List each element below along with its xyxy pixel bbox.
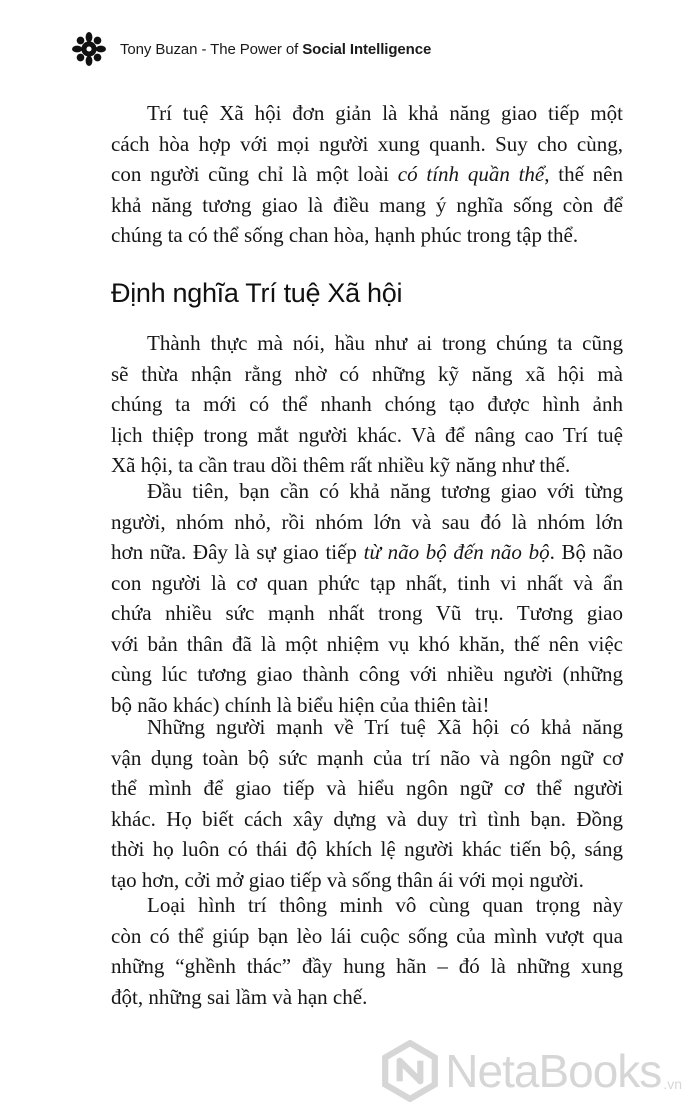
header-author-title: Tony Buzan - The Power of	[120, 40, 303, 58]
emphasis-text: có tính quần thể	[397, 162, 545, 186]
emphasis-text: từ não bộ đến não bộ	[363, 540, 550, 564]
text-line: Loại hình trí thông minh vô cùng quan trọng này	[147, 893, 623, 917]
paragraph-importance	[111, 890, 623, 1012]
text-line: bộ não khác) chính là biểu hiện của thiên tài!	[111, 692, 490, 717]
text-segment: , thế nên	[544, 162, 624, 186]
text-line: cùng lúc tương giao thành công với nhiều người (những	[111, 662, 623, 686]
text-line: chúng ta có thể sống chan hòa, hạnh phúc trong tập thể.	[111, 223, 579, 247]
text-line	[111, 159, 623, 190]
text-line: đột, những sai lầm và hạn chế.	[111, 984, 368, 1009]
watermark-suffix: .vn	[663, 1076, 682, 1092]
section-heading: Định nghĩa Trí tuệ Xã hội	[111, 278, 403, 308]
text-line: chúng ta mới có thể nhanh chóng tạo được hình ảnh	[111, 392, 623, 416]
text-line: tạo hơn, cởi mở giao tiếp và sống thân ái với mọi người.	[111, 867, 584, 892]
text-line: với bản thân đã là một nhiệm vụ khó khăn, thế nên việc	[111, 631, 623, 656]
paragraph-definition	[111, 328, 623, 481]
text-line: con người là cơ quan phức tạp nhất, tinh vi nhất và ẩn	[111, 570, 623, 595]
paragraph-first-step	[111, 476, 623, 720]
text-line: Trí tuệ Xã hội đơn giản là khả năng giao tiếp một	[147, 101, 623, 125]
text-line: người, nhóm nhỏ, rồi nhóm lớn và sau đó là nhóm lớn	[111, 509, 623, 534]
running-header	[72, 34, 431, 64]
text-segment: con người cũng chỉ là một loài	[111, 162, 398, 186]
paragraph-intro	[111, 98, 623, 251]
floral-ornament-icon	[72, 32, 106, 66]
text-line: lịch thiệp trong mắt người khác. Và để nâng cao Trí tuệ	[111, 422, 623, 447]
header-book-subtitle: Social Intelligence	[302, 40, 432, 58]
text-line: những “ghềnh thác” đầy hung hãn – đó là những xung	[111, 954, 623, 978]
netabooks-watermark	[379, 1040, 682, 1102]
text-segment: . Bộ não	[549, 540, 623, 564]
watermark-brand: NetaBooks	[445, 1045, 662, 1097]
text-line: vận dụng toàn bộ sức mạnh của trí não và ngôn ngữ cơ	[111, 745, 623, 770]
text-line: cách hòa hợp với mọi người xung quanh. Suy cho cùng,	[111, 131, 623, 156]
text-line: sẽ thừa nhận rằng nhờ có những kỹ năng xã hội mà	[111, 361, 623, 386]
netabooks-logo-icon	[379, 1040, 441, 1102]
text-segment: hơn nữa. Đây là sự giao tiếp	[111, 540, 364, 564]
text-line: thể mình để giao tiếp và hiểu ngôn ngữ cơ thể người	[111, 776, 623, 800]
text-line: Những người mạnh về Trí tuệ Xã hội có khả năng	[147, 715, 623, 739]
text-line: chứa nhiều sức mạnh nhất trong Vũ trụ. Tương giao	[111, 601, 623, 625]
text-line: thời họ luôn có thái độ khích lệ người khác tiến bộ, sáng	[111, 837, 623, 861]
text-line: Xã hội, ta cần trau dồi thêm rất nhiều kỹ năng như thế.	[111, 453, 571, 477]
paragraph-strong-people	[111, 712, 623, 895]
text-line	[111, 537, 623, 568]
text-line: khác. Họ biết cách xây dựng và duy trì tình bạn. Đồng	[111, 806, 623, 831]
text-line: còn có thể giúp bạn lèo lái cuộc sống của mình vượt qua	[111, 923, 623, 948]
text-line: khả năng tương giao là điều mang ý nghĩa sống còn để	[111, 192, 623, 217]
text-line: Đầu tiên, bạn cần có khả năng tương giao với từng	[147, 479, 623, 503]
book-header-title	[120, 41, 431, 58]
text-line: Thành thực mà nói, hầu như ai trong chúng ta cũng	[147, 331, 623, 355]
